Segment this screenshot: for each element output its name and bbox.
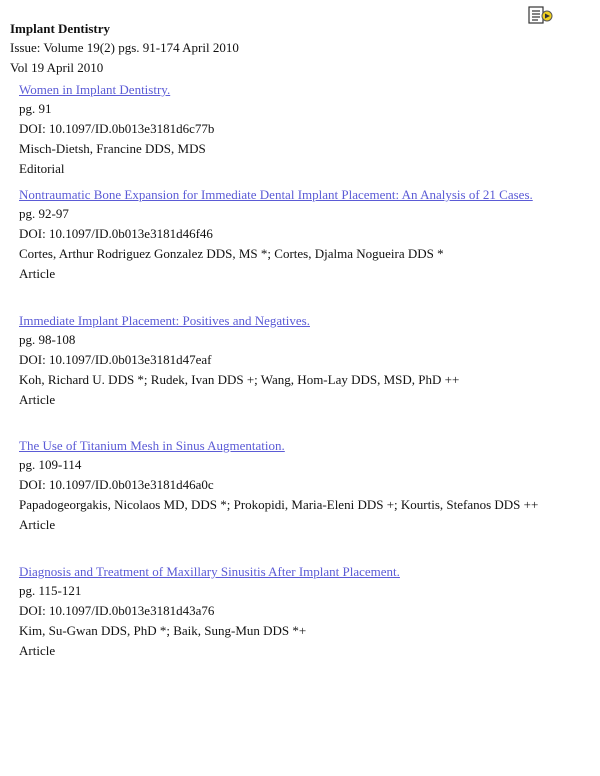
article-title-link[interactable]: Diagnosis and Treatment of Maxillary Sinusitis After Implant Placement.	[19, 564, 400, 579]
article-authors: Papadogeorgakis, Nicolaos MD, DDS *; Prokopidi, Maria-Eleni DDS +; Kourtis, Stefanos DDS ++	[19, 497, 539, 512]
article-entry	[19, 436, 538, 535]
article-title-link[interactable]: Nontraumatic Bone Expansion for Immediate Dental Implant Placement: An Analysis of 21 Cases.	[19, 187, 533, 202]
journal-header	[10, 19, 570, 78]
article-title-link[interactable]: Women in Implant Dentistry.	[19, 82, 171, 97]
article-doi: DOI: 10.1097/ID.0b013e3181d47eaf	[19, 352, 212, 367]
article-pages: pg. 109-114	[19, 457, 82, 472]
journal-title: Implant Dentistry	[10, 21, 111, 36]
article-doi: DOI: 10.1097/ID.0b013e3181d6c77b	[19, 121, 215, 136]
article-authors: Kim, Su-Gwan DDS, PhD *; Baik, Sung-Mun DDS *+	[19, 623, 307, 638]
article-pages: pg. 92-97	[19, 206, 69, 221]
article-pages: pg. 115-121	[19, 583, 82, 598]
article-authors: Misch-Dietsh, Francine DDS, MDS	[19, 141, 206, 156]
article-authors: Cortes, Arthur Rodriguez Gonzalez DDS, MS *; Cortes, Djalma Nogueira DDS *	[19, 246, 444, 261]
volume-info: Vol 19 April 2010	[10, 60, 104, 75]
article-entry	[19, 311, 459, 410]
article-type: Article	[19, 517, 56, 532]
article-doi: DOI: 10.1097/ID.0b013e3181d46a0c	[19, 477, 214, 492]
article-type: Article	[19, 392, 56, 407]
article-pages: pg. 91	[19, 101, 52, 116]
article-type: Article	[19, 643, 56, 658]
article-authors: Koh, Richard U. DDS *; Rudek, Ivan DDS +; Wang, Hom-Lay DDS, MSD, PhD ++	[19, 372, 460, 387]
article-type: Editorial	[19, 161, 65, 176]
article-title-link[interactable]: Immediate Implant Placement: Positives and Negatives.	[19, 313, 310, 328]
article-title-link[interactable]: The Use of Titanium Mesh in Sinus Augmentation.	[19, 438, 285, 453]
article-entry	[19, 185, 533, 284]
article-doi: DOI: 10.1097/ID.0b013e3181d46f46	[19, 226, 213, 241]
article-doi: DOI: 10.1097/ID.0b013e3181d43a76	[19, 603, 215, 618]
article-entry	[19, 80, 214, 179]
document-icon[interactable]	[528, 6, 554, 24]
article-pages: pg. 98-108	[19, 332, 76, 347]
document-icon-graphic	[528, 6, 554, 24]
article-entry	[19, 562, 400, 661]
article-type: Article	[19, 266, 56, 281]
issue-info: Issue: Volume 19(2) pgs. 91-174 April 2010	[10, 40, 239, 55]
